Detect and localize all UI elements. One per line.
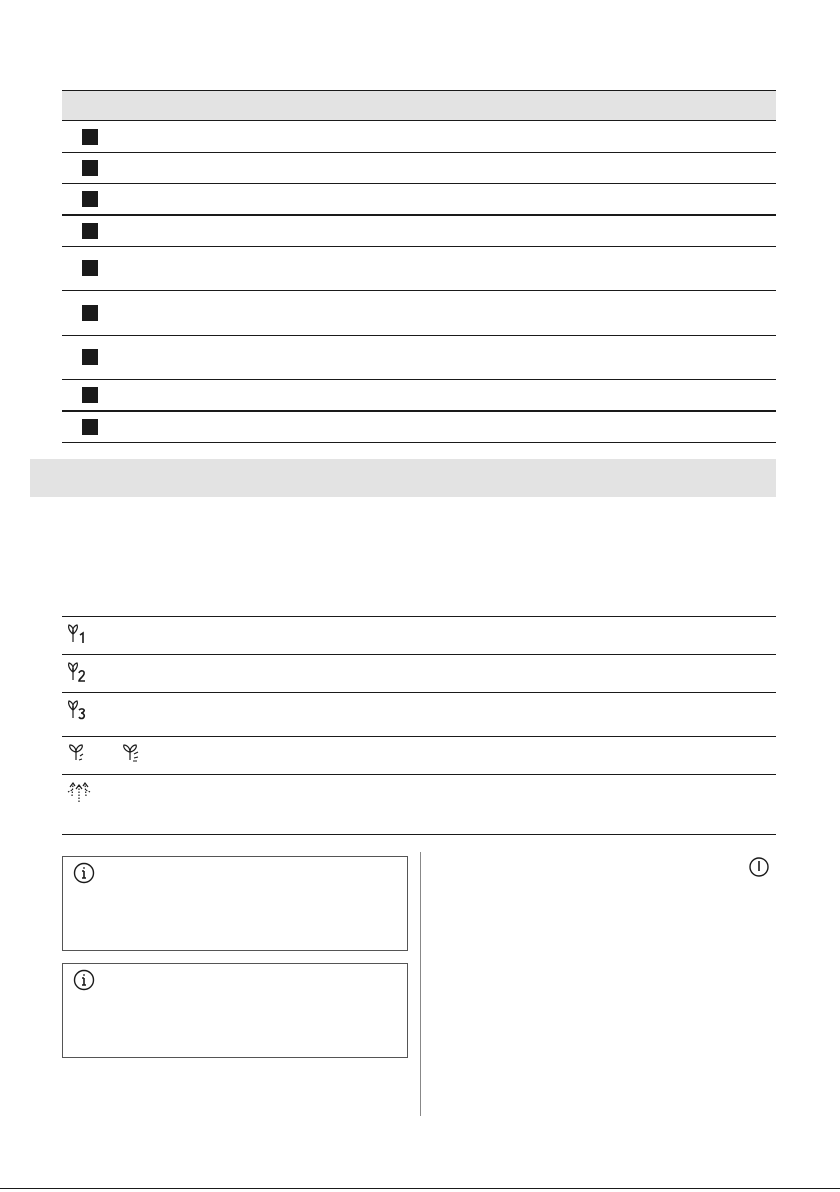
info-note xyxy=(62,963,408,1058)
fan-boost-icon xyxy=(66,740,88,764)
air-flow-icon xyxy=(66,780,92,804)
fan-speed-2-icon xyxy=(66,660,88,684)
row-marker-square xyxy=(82,387,98,403)
row-marker-square xyxy=(82,191,98,207)
info-icon xyxy=(73,862,95,884)
info-note xyxy=(62,856,408,951)
fan-boost-icon xyxy=(120,740,142,764)
fan-speed-3-icon xyxy=(66,698,88,722)
row-marker-square xyxy=(82,223,98,239)
power-icon xyxy=(748,856,770,878)
row-marker-square xyxy=(82,260,98,276)
row-marker-square xyxy=(82,305,98,321)
fan-speed-1-icon xyxy=(66,622,88,646)
row-marker-square xyxy=(82,419,98,435)
row-marker-square xyxy=(82,349,98,365)
column-divider xyxy=(420,852,421,1116)
row-marker-square xyxy=(82,129,98,145)
info-icon xyxy=(73,969,95,991)
row-marker-square xyxy=(82,160,98,176)
table-header xyxy=(62,90,776,121)
page-bottom-rule xyxy=(0,1188,840,1189)
section-heading-band xyxy=(30,459,776,497)
